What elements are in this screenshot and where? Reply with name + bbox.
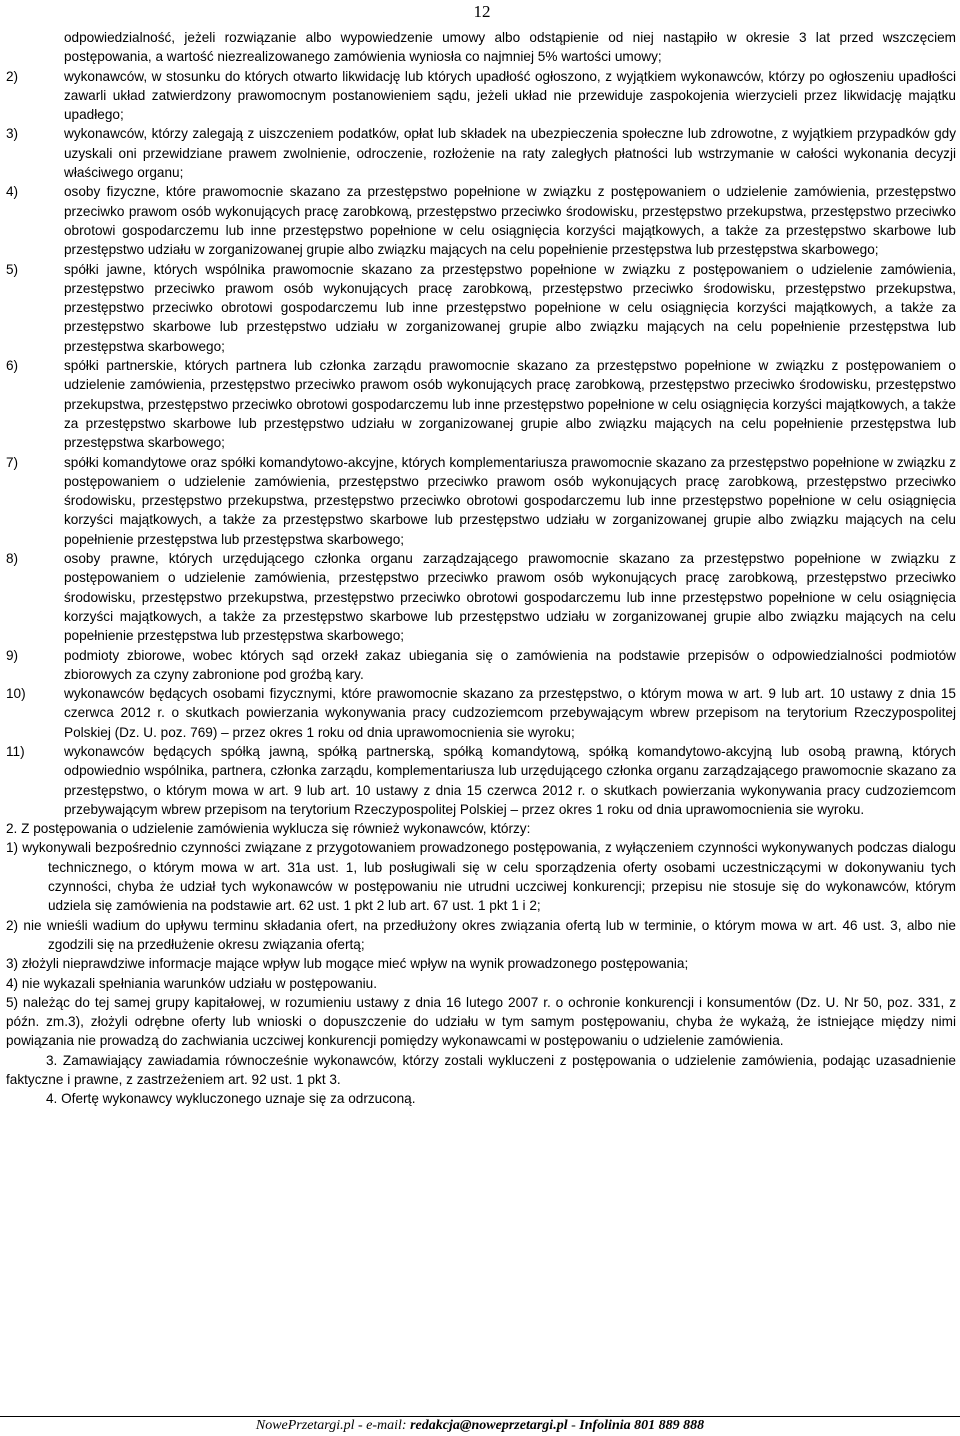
- list-item-number: 10): [6, 686, 26, 702]
- list-item-text: wykonawców będących spółką jawną, spółką partnerską, spółką komandytową, spółką komandytowo-akcyjną lub osobą prawną, których odpowiednio wspólnika, partnera, członka zarządu, komplementariusza lub urzędującego członka organu zarządzającego prawomocnie skazano za przestępstwo, o którym mowa w art. 9 lub art. 10 ustawy z dnia 15 czerwca 2012 r. o skutkach powierzania wykonywania pracy cudzoziemcom przebywającym wbrew przepisom na terytorium Rzeczypospolitej Polskiej – przez okres 1 roku od dnia uprawomocnienia sie wyroku.: [64, 743, 956, 817]
- list-item-text: wykonawców, którzy zalegają z uiszczeniem podatków, opłat lub składek na ubezpieczenia społeczne lub zdrowotne, z wyjątkiem przypadków gdy uzyskali oni przewidziane prawem zwolnienie, odroczenie, rozłożenie na raty zaległych płatności lub wstrzymanie w całości wykonania decyzji właściwego organu;: [64, 126, 956, 181]
- list-item: 4) nie wykazali spełniania warunków udziału w postępowaniu.: [6, 975, 378, 991]
- page-footer: [0, 1416, 960, 1436]
- list-item: [6, 67, 956, 125]
- section2-heading: 2. Z postępowania o udzielenie zamówienia wyklucza się również wykonawców, którzy:: [6, 821, 531, 837]
- footer-email[interactable]: redakcja@noweprzetargi.pl: [410, 1418, 568, 1433]
- footer-text: [0, 1418, 960, 1434]
- list-item: 2) nie wnieśli wadium do upływu terminu składania ofert, na przedłużony okres związania ofertą lub w terminie, o którym mowa w art. 46 ust. 3, albo nie zgodzili się na przedłużenie okresu związania ofertą;: [6, 917, 956, 952]
- list-item-number: 2): [6, 68, 19, 84]
- list-item: [6, 260, 956, 356]
- list-item: [6, 646, 956, 685]
- list-item-text: spółki jawne, których wspólnika prawomocnie skazano za przestępstwo popełnione w związku z postępowaniem o udzielenie zamówienia, przestępstwo przeciwko prawom osób wykonujących pracę zarobkową, przestępstwo przeciwko środowisku, przestępstwo przekupstwa, przestępstwo przeciwko obrotowi gospodarczemu lub inne przestępstwo popełnione w celu osiągnięcia korzyści majątkowych, a także za przestępstwo skarbowe lub przestępstwo udziału w zorganizowanej grupie albo związku mających na celu popełnienie przestępstwa lub przestępstwa skarbowego;: [64, 261, 956, 354]
- item-1-continuation: odpowiedzialność, jeżeli rozwiązanie albo wypowiedzenie umowy albo odstąpienie od niej nastąpiło w okresie 3 lat przed wszczęciem postępowania, a wartość niezrealizowanego zamówienia wyniosła co najmniej 5% wartości umowy;: [64, 30, 956, 65]
- list-item-number: 11): [6, 743, 25, 759]
- list-item-number: 4): [6, 184, 19, 200]
- page-number: 12: [473, 2, 491, 21]
- footer-divider: [0, 1416, 960, 1417]
- list-item: [6, 453, 956, 549]
- list-item-text: wykonawców będących osobami fizycznymi, które prawomocnie skazano za przestępstwo, o którym mowa w art. 9 lub art. 10 ustawy z dnia 15 czerwca 2012 r. o skutkach powierzania wykonywania pracy cudzoziemcom przebywającym wbrew przepisom na terytorium Rzeczypospolitej Polskiej (Dz. U. poz. 769) – przez okres 1 roku od dnia uprawomocnienia sie wyroku;: [64, 686, 956, 740]
- list-item-number: 3): [6, 126, 19, 142]
- section2-plain-list: [6, 954, 956, 1050]
- list-item: [6, 684, 956, 742]
- footer-separator: -: [567, 1418, 580, 1433]
- list-item-number: 9): [6, 647, 19, 663]
- list-item-number: 5): [6, 261, 19, 277]
- section4-paragraph: 4. Ofertę wykonawcy wykluczonego uznaje się za odrzuconą.: [46, 1091, 416, 1107]
- list-item: [6, 549, 956, 645]
- list-item: [6, 356, 956, 452]
- list-item: 5) należąc do tej samej grupy kapitałowej, w rozumieniu ustawy z dnia 16 lutego 2007 r. o ochronie konkurencji i konsumentów (Dz. U. Nr 50, poz. 331, z późn. zm.3), złożyli odrębne oferty lub wnioski o dopuszczenie do udziału w tym samym postępowaniu, chyba że wykażą, że istniejące między nimi powiązania nie prowadzą do zachwiania uczciwej konkurencji pomiędzy wykonawcami w postępowaniu o udzielenie zamówienia.: [6, 994, 956, 1049]
- list-item: [6, 182, 956, 259]
- list-item-text: osoby prawne, których urzędującego członka organu zarządzającego prawomocnie skazano za przestępstwo popełnione w związku z postępowaniem o udzielenie zamówienia, przestępstwo przeciwko prawom osób wykonujących pracę zarobkową, przestępstwo przeciwko środowisku, przestępstwo przekupstwa, przestępstwo przeciwko obrotowi gospodarczemu lub inne przestępstwo popełnione w celu osiągnięcia korzyści majątkowych, a także za przestępstwo skarbowe lub przestępstwo udziału w zorganizowanej grupie albo związku mających na celu popełnienie przestępstwa lub przestępstwa skarbowego;: [64, 551, 956, 644]
- list-item-text: spółki partnerskie, których partnera lub członka zarządu prawomocnie skazano za przestępstwo popełnione w związku z postępowaniem o udzielenie zamówienia, przestępstwo przeciwko prawom osób wykonujących pracę zarobkową, przestępstwo przeciwko środowisku, przestępstwo przekupstwa, przestępstwo przeciwko obrotowi gospodarczemu lub inne przestępstwo popełnione w celu osiągnięcia korzyści majątkowych, a także za przestępstwo skarbowe lub przestępstwo udziału w zorganizowanej grupie albo związku mających na celu popełnienie przestępstwa lub przestępstwa skarbowego;: [64, 358, 956, 451]
- list-item: [6, 124, 956, 182]
- list-item: 1) wykonywali bezpośrednio czynności związane z przygotowaniem prowadzonego postępowania, z wyłączeniem czynności wykonywanych podczas dialogu technicznego, o którym mowa w art. 31a ust. 1, lub posługiwali się w celu sporządzenia oferty osobami uczestniczącymi w dokonywaniu tych czynności, chyba że udział tych wykonawców w postępowaniu nie utrudni uczciwej konkurencji; przepisu nie stosuje się do wykonawców, którym udziela się zamówienia na podstawie art. 62 ust. 1 pkt 2 lub art. 67 ust. 1 pkt 1 i 2;: [6, 840, 956, 914]
- section1-list: [6, 67, 956, 820]
- list-item-text: spółki komandytowe oraz spółki komandytowo-akcyjne, których komplementariusza prawomocnie skazano za przestępstwo popełnione w związku z postępowaniem o udzielenie zamówienia, przestępstwo przeciwko prawom osób wykonujących pracę zarobkową, przestępstwo przeciwko środowisku, przestępstwo przekupstwa, przestępstwo przeciwko obrotowi gospodarczemu lub inne przestępstwo popełnione w celu osiągnięcia korzyści majątkowych, a także za przestępstwo skarbowe lub przestępstwo udziału w zorganizowanej grupie albo związku mających na celu popełnienie przestępstwa lub przestępstwa skarbowego;: [64, 454, 956, 547]
- footer-infolinia: Infolinia 801 889 888: [579, 1418, 705, 1433]
- document-body: [6, 28, 956, 1109]
- list-item-text: osoby fizyczne, które prawomocnie skazano za przestępstwo popełnione w związku z postępowaniem o udzielenie zamówienia, przestępstwo przeciwko prawom osób wykonujących pracę zarobkową, przestępstwo przeciwko środowisku, przestępstwo przekupstwa, przestępstwo przeciwko obrotowi gospodarczemu lub inne przestępstwo popełnione w celu osiągnięcia korzyści majątkowych, a także za przestępstwo skarbowe lub przestępstwo udziału w zorganizowanej grupie albo związku mających na celu popełnienie przestępstwa lub przestępstwa skarbowego;: [64, 184, 956, 258]
- list-item-text: wykonawców, w stosunku do których otwarto likwidację lub których upadłość ogłoszono, z wyjątkiem wykonawców, którzy po ogłoszeniu upadłości zawarli układ zatwierdzony prawomocnym postanowieniem sądu, jeżeli układ nie przewiduje zaspokojenia wierzycieli przez likwidację majątku upadłego;: [64, 68, 956, 123]
- section3-paragraph: 3. Zamawiający zawiadamia równocześnie wykonawców, którzy zostali wykluczeni z postępowania o udzielenie zamówienia, podając uzasadnienie faktyczne i prawne, z zastrzeżeniem art. 92 ust. 1 pkt 3.: [6, 1052, 956, 1088]
- list-item: [6, 742, 956, 819]
- list-item-number: 8): [6, 551, 19, 567]
- list-item: 3) złożyli nieprawdziwe informacje mające wpływ lub mogące mieć wpływ na wynik prowadzonego postępowania;: [6, 956, 689, 972]
- list-item-text: podmioty zbiorowe, wobec których sąd orzekł zakaz ubiegania się o zamówienia na podstawie przepisów o odpowiedzialności podmiotów zbiorowych za czyny zabronione pod groźbą kary.: [64, 647, 956, 682]
- list-item-number: 6): [6, 358, 19, 374]
- footer-site: NowePrzetargi.pl - e-mail:: [255, 1418, 411, 1433]
- section2-list: [6, 838, 956, 954]
- list-item-number: 7): [6, 454, 19, 470]
